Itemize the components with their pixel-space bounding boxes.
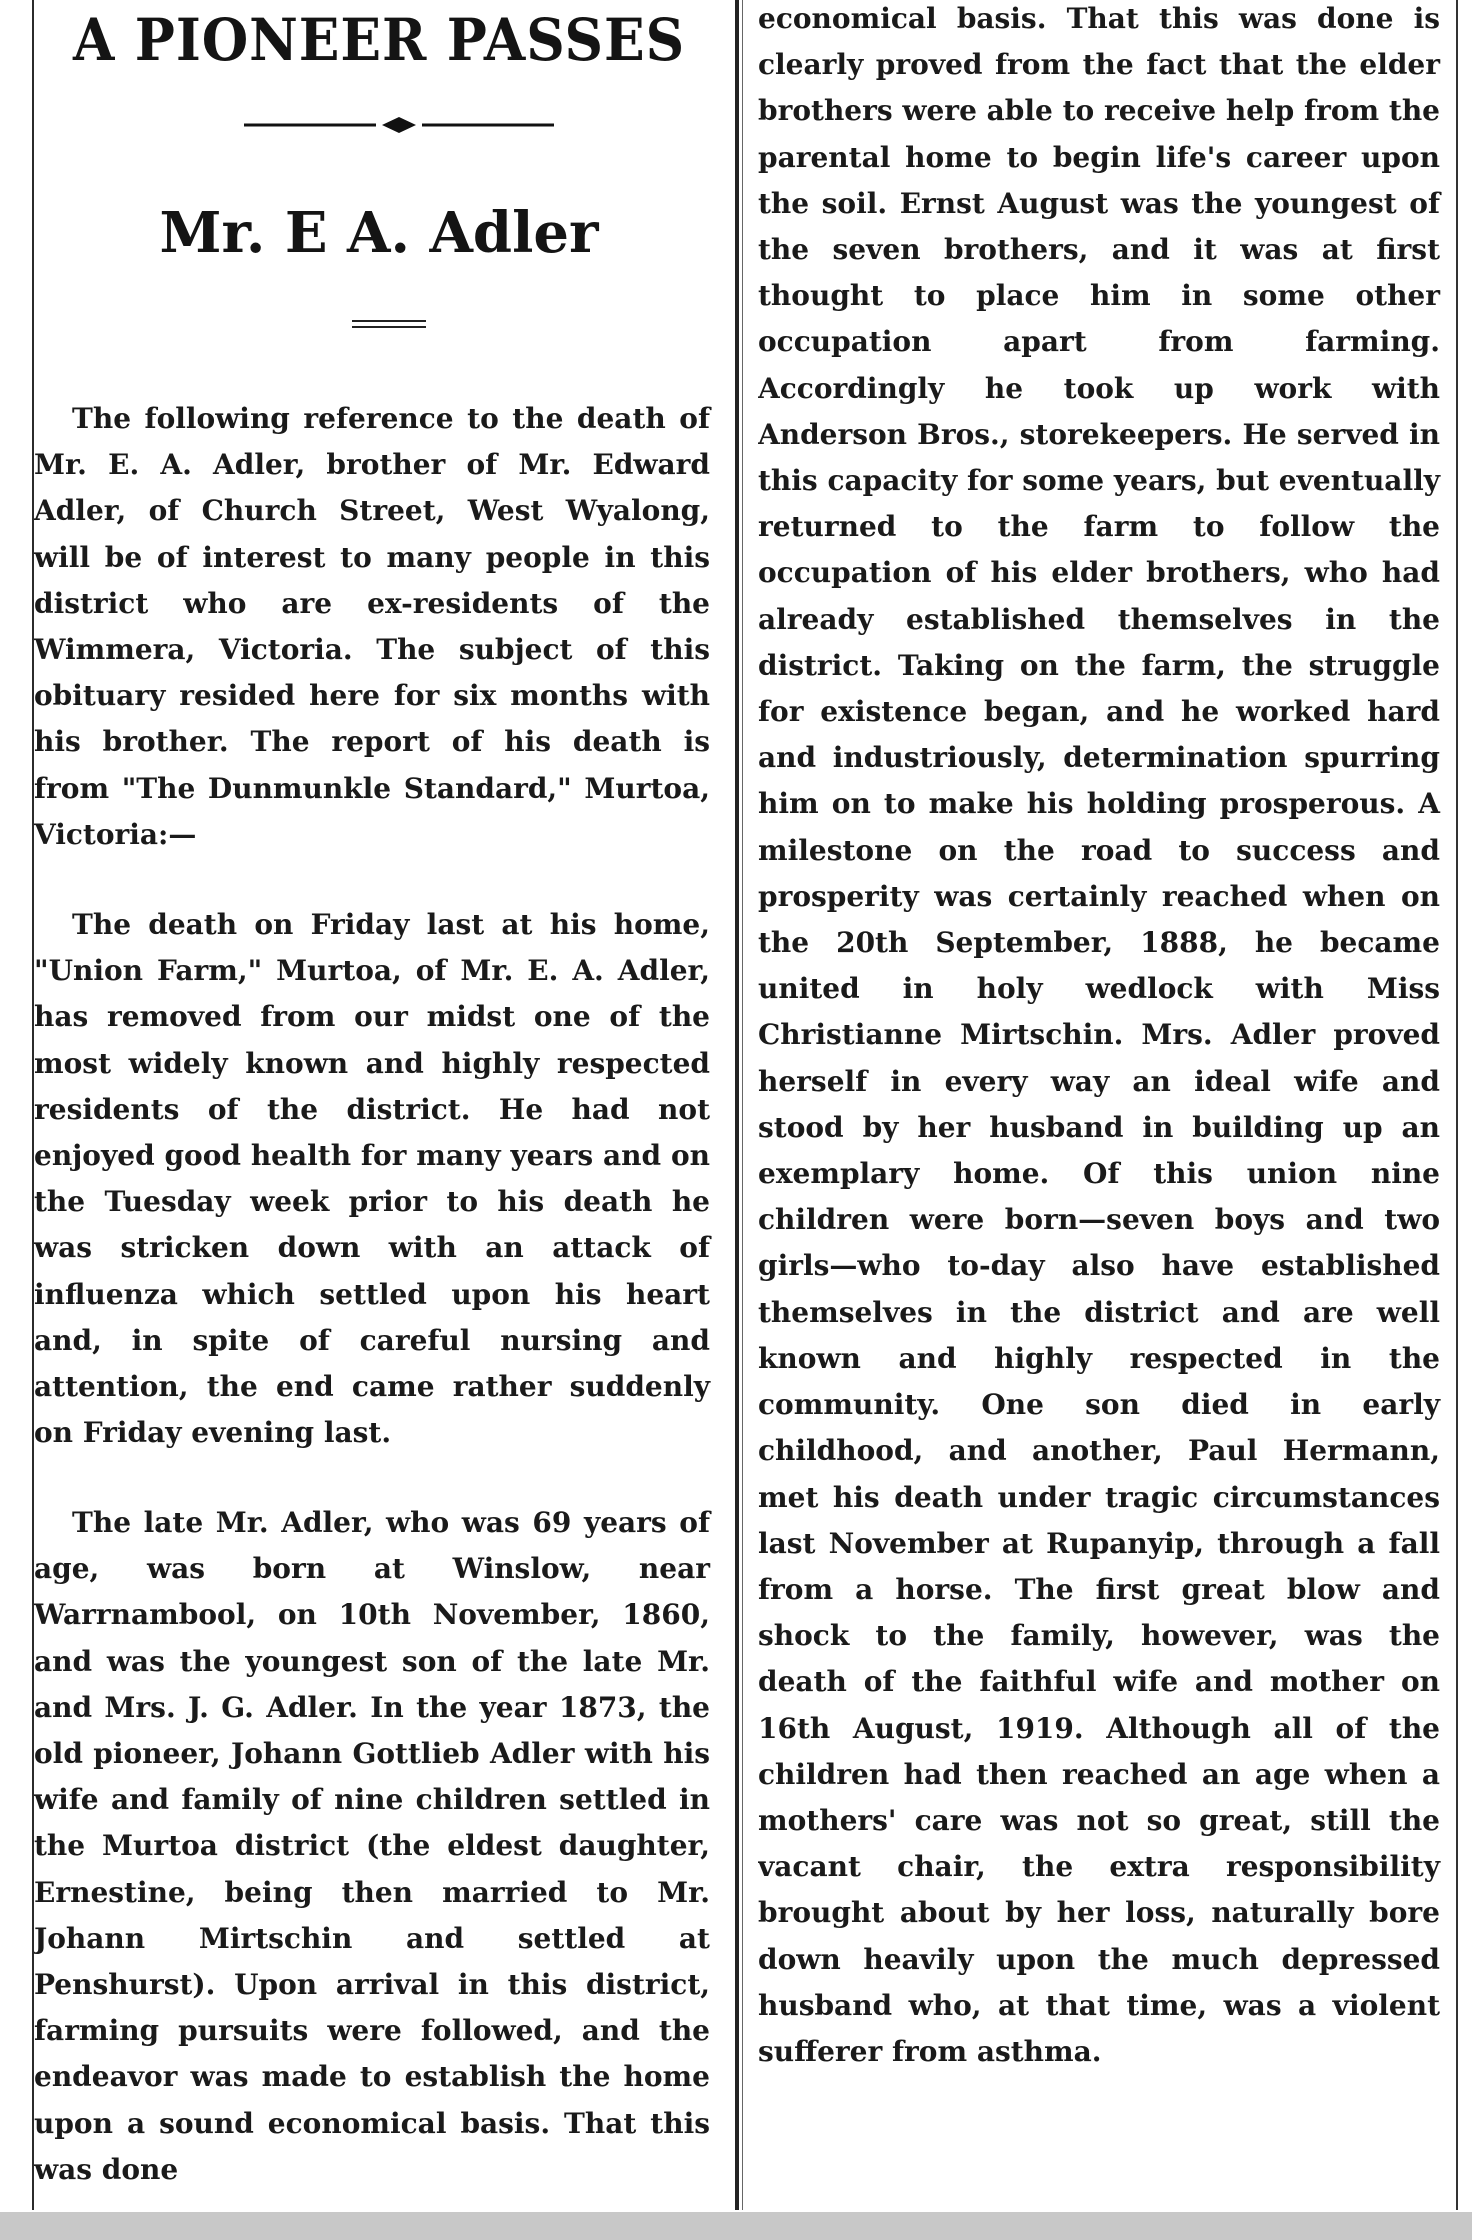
column-rule-middle <box>735 0 739 2210</box>
column-rule-right <box>1456 0 1458 2210</box>
headline: A PIONEER PASSES <box>72 6 686 74</box>
paragraph-text: The death on Friday last at his home, "Union Farm," Murtoa, of Mr. E. A. Adler, has removed from our midst one of the most widely known and highly respected residents of the district. He had not enjoyed good health for many years and on the Tuesday week prior to his death he was stricken down with an attack of influenza which settled upon his heart and, in spite of careful nursing and attention, the end came rather suddenly on Friday evening last. <box>34 908 710 1450</box>
article-paragraph-3 <box>34 1500 710 2193</box>
subheadline: Mr. E A. Adler <box>159 200 599 266</box>
paragraph-text: The late Mr. Adler, who was 69 years of age, was born at Winslow, near Warrnambool, on 10th November, 1860, and was the youngest son of the late Mr. and Mrs. J. G. Adler. In the year 1873, the old pioneer, Johann Gottlieb Adler with his wife and family of nine children settled in the Murtoa district (the eldest daughter, Ernestine, being then married to Mr. Johann Mirtschin and settled at Penshurst). Upon arrival in this district, farming pursuits were followed, and the endeavor was made to establish the home upon a sound economical basis. That this was done <box>34 1506 710 2186</box>
short-double-rule-icon <box>352 318 426 330</box>
paragraph-text: The following reference to the death of Mr. E. A. Adler, brother of Mr. Edward Adler, of Church Street, West Wyalong, will be of interest to many people in this district who are ex-residents of the Wimmera, Victoria. The subject of this obituary resided here for six months with his brother. The report of his death is from "The Dunmunkle Standard," Murtoa, Victoria:— <box>34 402 710 851</box>
article-paragraph-continued <box>758 0 1440 2075</box>
page-bottom-margin <box>0 2212 1472 2240</box>
article-paragraph-2 <box>34 902 710 1456</box>
article-paragraph-1 <box>34 396 710 858</box>
left-column <box>34 0 724 2212</box>
decorative-divider-icon <box>244 114 554 136</box>
paragraph-text: economical basis. That this was done is clearly proved from the fact that the elder brothers were able to receive help from the parental home to begin life's career upon the soil. Ernst August was the youngest of the seven brothers, and it was at first thought to place him in some other occupation apart from farming. Accordingly he took up work with Anderson Bros., storekeepers. He served in this capacity for some years, but eventually returned to the farm to follow the occupation of his elder brothers, who had already established themselves in the district. Taking on the farm, the struggle for existence began, and he worked hard and industriously, determination spurring him on to make his holding prosperous. A milestone on the road to success and prosperity was certainly reached when on the 20th September, 1888, he became united in holy wedlock with Miss Christianne Mirtschin. Mrs. Adler proved herself in every way an ideal wife and stood by her husband in building up an exemplary home. Of this union nine children were born—seven boys and two girls—who to-day also have established themselves in the district and are well known and highly respected in the community. One son died in early childhood, and another, Paul Hermann, met his death under tragic circumstances last November at Rupanyip, through a fall from a horse. The first great blow and shock to the family, however, was the death of the faithful wife and mother on 16th August, 1919. Although all of the children had then reached an age when a mothers' care was not so great, still the vacant chair, the extra responsibility brought about by her loss, naturally bore down heavily upon the much depressed husband who, at that time, was a violent sufferer from asthma. <box>758 2 1440 2068</box>
column-rule-middle-thin <box>742 0 743 2210</box>
right-column <box>758 0 1448 2212</box>
